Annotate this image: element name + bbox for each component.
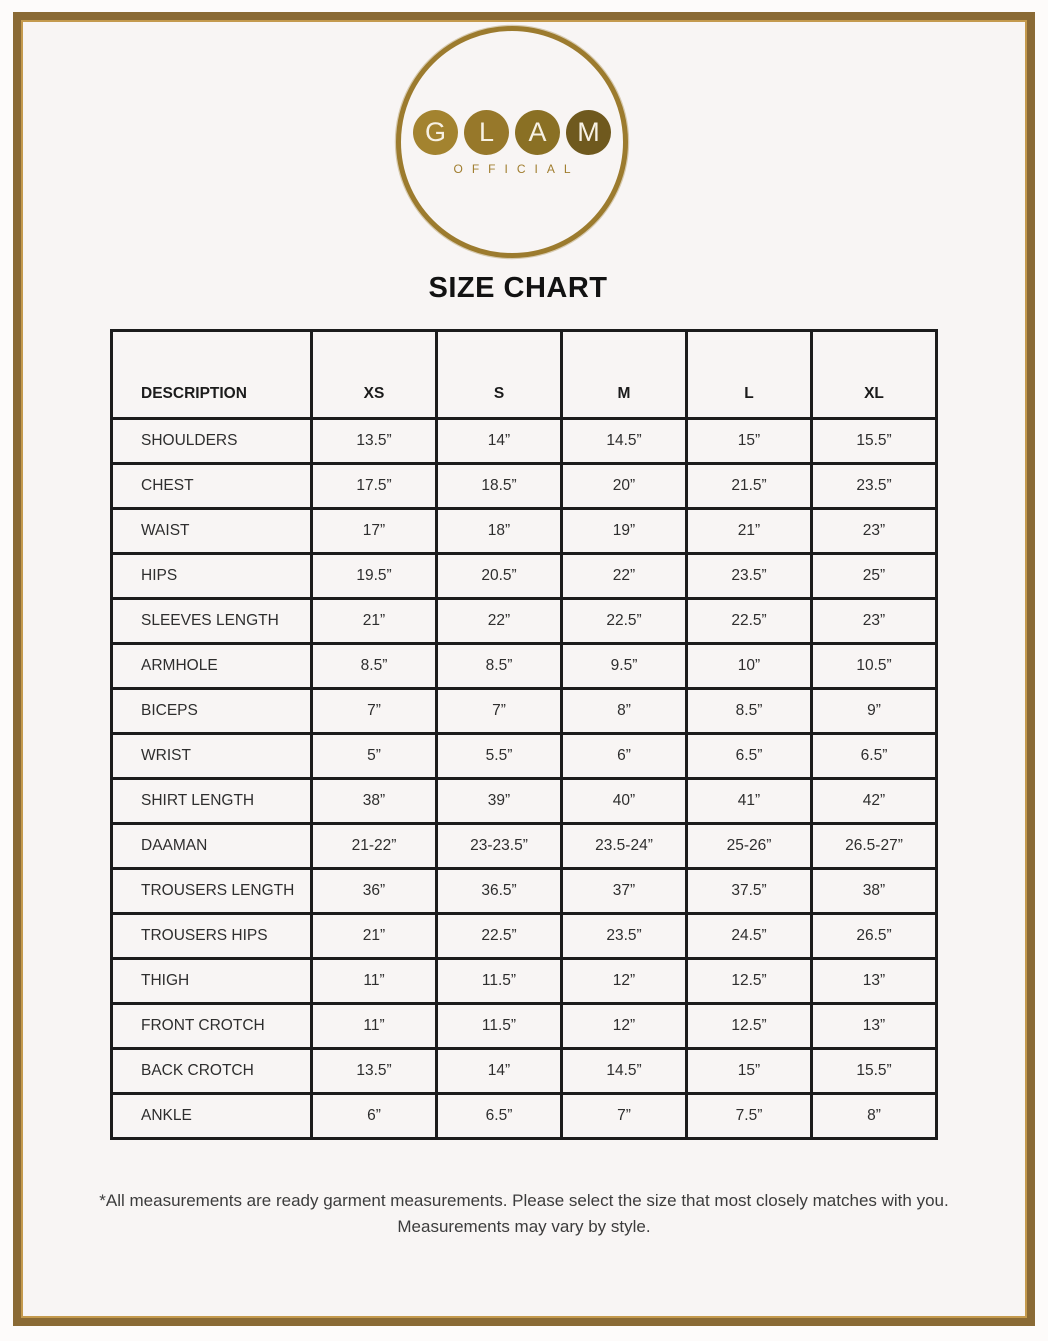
size-value: 12”	[562, 959, 687, 1004]
size-value: 11.5”	[437, 1004, 562, 1049]
size-value: 7.5”	[687, 1094, 812, 1139]
size-value: 8.5”	[437, 644, 562, 689]
size-value: 26.5”	[812, 914, 937, 959]
size-value: 18.5”	[437, 464, 562, 509]
footnote-line-1: *All measurements are ready garment measurements. Please select the size that most closely matches with you.	[99, 1191, 949, 1210]
size-value: 40”	[562, 779, 687, 824]
size-value: 17”	[312, 509, 437, 554]
size-value: 38”	[812, 869, 937, 914]
size-value: 21”	[687, 509, 812, 554]
measurement-label: HIPS	[112, 554, 312, 599]
measurement-label: THIGH	[112, 959, 312, 1004]
size-value: 10.5”	[812, 644, 937, 689]
size-value: 23”	[812, 599, 937, 644]
table-row	[112, 419, 937, 464]
size-value: 22.5”	[687, 599, 812, 644]
logo-letter: M	[577, 117, 600, 147]
size-value: 6.5”	[687, 734, 812, 779]
measurement-label: SHIRT LENGTH	[112, 779, 312, 824]
measurement-label: SHOULDERS	[112, 419, 312, 464]
size-value: 11.5”	[437, 959, 562, 1004]
column-header-xs: XS	[312, 331, 437, 419]
measurement-label: BICEPS	[112, 689, 312, 734]
size-value: 21-22”	[312, 824, 437, 869]
size-value: 14.5”	[562, 419, 687, 464]
logo-letter: G	[424, 117, 446, 147]
size-value: 19.5”	[312, 554, 437, 599]
size-value: 22”	[437, 599, 562, 644]
size-value: 22.5”	[562, 599, 687, 644]
decorative-gold-frame	[13, 12, 1035, 1326]
measurement-label: SLEEVES LENGTH	[112, 599, 312, 644]
size-value: 21.5”	[687, 464, 812, 509]
brand-logo-letters	[413, 110, 611, 155]
size-value: 17.5”	[312, 464, 437, 509]
table-row	[112, 464, 937, 509]
table-row	[112, 1094, 937, 1139]
size-value: 42”	[812, 779, 937, 824]
logo-letter: L	[478, 117, 495, 147]
measurement-label: DAAMAN	[112, 824, 312, 869]
size-value: 23.5”	[562, 914, 687, 959]
footnote	[21, 1188, 1027, 1240]
size-value: 9”	[812, 689, 937, 734]
size-value: 7”	[437, 689, 562, 734]
table-row	[112, 1049, 937, 1094]
logo-letter: A	[528, 117, 547, 147]
size-value: 39”	[437, 779, 562, 824]
size-value: 12”	[562, 1004, 687, 1049]
table-row	[112, 779, 937, 824]
size-value: 14”	[437, 1049, 562, 1094]
column-header-s: S	[437, 331, 562, 419]
size-value: 9.5”	[562, 644, 687, 689]
size-value: 6”	[562, 734, 687, 779]
table-row	[112, 869, 937, 914]
size-value: 37.5”	[687, 869, 812, 914]
table-row	[112, 644, 937, 689]
size-value: 15”	[687, 419, 812, 464]
measurement-label: TROUSERS LENGTH	[112, 869, 312, 914]
logo-letter-circle-g	[413, 110, 458, 155]
size-value: 11”	[312, 1004, 437, 1049]
size-value: 23.5”	[812, 464, 937, 509]
size-value: 23-23.5”	[437, 824, 562, 869]
column-header-description: DESCRIPTION	[112, 331, 312, 419]
size-value: 22”	[562, 554, 687, 599]
size-value: 21”	[312, 914, 437, 959]
size-value: 11”	[312, 959, 437, 1004]
table-row	[112, 554, 937, 599]
size-value: 13”	[812, 959, 937, 1004]
size-chart-table	[110, 329, 938, 1140]
table-row	[112, 509, 937, 554]
column-header-m: M	[562, 331, 687, 419]
size-value: 15”	[687, 1049, 812, 1094]
size-value: 14.5”	[562, 1049, 687, 1094]
size-value: 38”	[312, 779, 437, 824]
column-header-xl: XL	[812, 331, 937, 419]
column-header-l: L	[687, 331, 812, 419]
size-value: 7”	[312, 689, 437, 734]
footnote-line-2: Measurements may vary by style.	[397, 1217, 651, 1236]
size-value: 36.5”	[437, 869, 562, 914]
table-row	[112, 824, 937, 869]
table-row	[112, 959, 937, 1004]
size-value: 5”	[312, 734, 437, 779]
size-value: 6.5”	[812, 734, 937, 779]
size-value: 12.5”	[687, 959, 812, 1004]
size-value: 8”	[562, 689, 687, 734]
size-value: 41”	[687, 779, 812, 824]
table-row	[112, 734, 937, 779]
measurement-label: TROUSERS HIPS	[112, 914, 312, 959]
size-value: 21”	[312, 599, 437, 644]
logo-subtitle: OFFICIAL	[453, 162, 580, 176]
size-value: 20”	[562, 464, 687, 509]
measurement-label: FRONT CROTCH	[112, 1004, 312, 1049]
size-value: 6.5”	[437, 1094, 562, 1139]
measurement-label: CHEST	[112, 464, 312, 509]
size-value: 10”	[687, 644, 812, 689]
size-value: 25-26”	[687, 824, 812, 869]
size-value: 20.5”	[437, 554, 562, 599]
size-value: 8.5”	[687, 689, 812, 734]
size-value: 8”	[812, 1094, 937, 1139]
size-value: 24.5”	[687, 914, 812, 959]
size-value: 23”	[812, 509, 937, 554]
page-title: SIZE CHART	[428, 272, 608, 304]
size-value: 23.5”	[687, 554, 812, 599]
size-value: 22.5”	[437, 914, 562, 959]
size-value: 23.5-24”	[562, 824, 687, 869]
logo-letter-circle-l	[464, 110, 509, 155]
measurement-label: ARMHOLE	[112, 644, 312, 689]
measurement-label: BACK CROTCH	[112, 1049, 312, 1094]
size-value: 19”	[562, 509, 687, 554]
table-row	[112, 914, 937, 959]
size-value: 13.5”	[312, 1049, 437, 1094]
size-value: 26.5-27”	[812, 824, 937, 869]
logo-letter-circle-m	[566, 110, 611, 155]
table-row	[112, 599, 937, 644]
size-value: 12.5”	[687, 1004, 812, 1049]
size-value: 15.5”	[812, 1049, 937, 1094]
size-value: 14”	[437, 419, 562, 464]
size-value: 15.5”	[812, 419, 937, 464]
brand-logo-ring	[396, 26, 628, 258]
size-value: 13”	[812, 1004, 937, 1049]
size-value: 7”	[562, 1094, 687, 1139]
logo-letter-circle-a	[515, 110, 560, 155]
table-row	[112, 689, 937, 734]
size-value: 18”	[437, 509, 562, 554]
size-value: 37”	[562, 869, 687, 914]
size-value: 13.5”	[312, 419, 437, 464]
table-row	[112, 1004, 937, 1049]
size-value: 25”	[812, 554, 937, 599]
measurement-label: WAIST	[112, 509, 312, 554]
measurement-label: WRIST	[112, 734, 312, 779]
size-value: 6”	[312, 1094, 437, 1139]
size-value: 36”	[312, 869, 437, 914]
size-value: 5.5”	[437, 734, 562, 779]
header-row	[112, 331, 937, 419]
measurement-label: ANKLE	[112, 1094, 312, 1139]
size-value: 8.5”	[312, 644, 437, 689]
